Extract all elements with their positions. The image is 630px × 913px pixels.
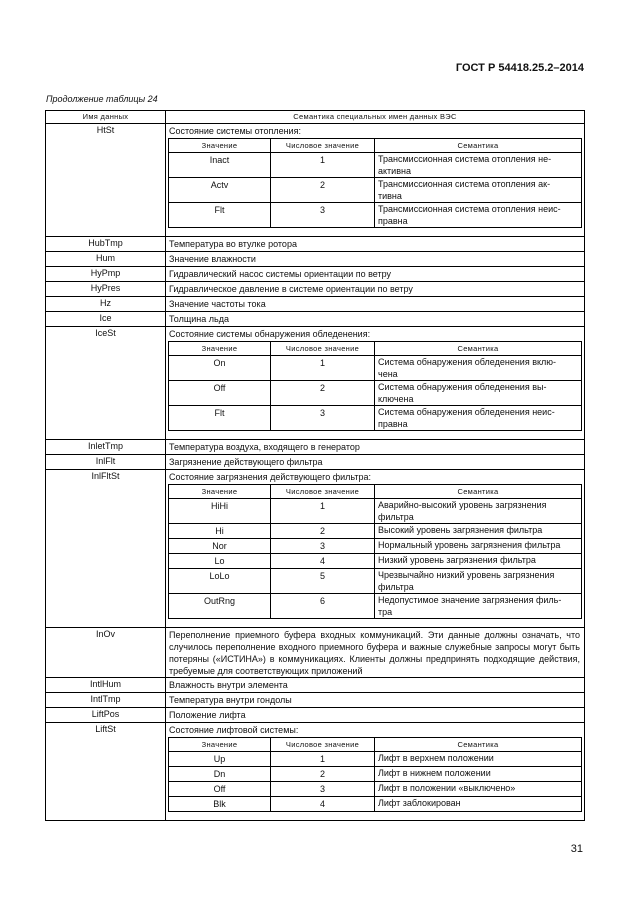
table-continuation-caption: Продолжение таблицы 24	[46, 94, 158, 104]
enum-value: On	[169, 356, 271, 381]
enum-semantic: Нормальный уровень загрязнения фильтра	[375, 539, 582, 554]
data-name-cell: IceSt	[46, 327, 166, 440]
enum-row	[169, 782, 582, 797]
enum-numeric: 3	[271, 539, 375, 554]
enum-numeric: 3	[271, 406, 375, 431]
semantic-cell	[166, 723, 585, 821]
data-name-cell: HubTmp	[46, 237, 166, 252]
table-row	[46, 312, 585, 327]
semantic-text: Влажность внутри элемента	[169, 680, 288, 690]
data-name-cell: Ice	[46, 312, 166, 327]
subheader-numeric: Числовое значение	[271, 139, 375, 153]
data-names-table	[45, 110, 585, 821]
enum-numeric: 2	[271, 524, 375, 539]
subheader-value: Значение	[169, 342, 271, 356]
enum-row	[169, 524, 582, 539]
table-row	[46, 678, 585, 693]
data-name-cell: LiftPos	[46, 708, 166, 723]
enum-value: Off	[169, 381, 271, 406]
enum-value: Actv	[169, 178, 271, 203]
table-row	[46, 470, 585, 628]
enum-value: Off	[169, 782, 271, 797]
table-row	[46, 723, 585, 821]
enum-row	[169, 203, 582, 228]
subheader-value: Значение	[169, 485, 271, 499]
table-row	[46, 693, 585, 708]
enum-semantic: Система обнаружения обледенения неис- правна	[375, 406, 582, 431]
table-row	[46, 297, 585, 312]
enum-value: Blk	[169, 797, 271, 812]
enum-value: Flt	[169, 406, 271, 431]
page-number: 31	[570, 843, 583, 855]
table-row	[46, 327, 585, 440]
enum-value: Up	[169, 752, 271, 767]
subheader-semantic: Семантика	[375, 485, 582, 499]
semantic-cell	[166, 267, 585, 282]
semantic-text: Гидравлический насос системы ориентации по ветру	[169, 269, 392, 279]
semantic-cell	[166, 252, 585, 267]
data-name-cell: LiftSt	[46, 723, 166, 821]
enum-semantic: Трансмиссионная система отопления неис- правна	[375, 203, 582, 228]
enum-subtable	[168, 484, 582, 619]
enum-numeric: 3	[271, 782, 375, 797]
enum-numeric: 2	[271, 767, 375, 782]
enum-numeric: 1	[271, 499, 375, 524]
semantic-paragraph: Переполнение приемного буфера входных коммуникаций. Эти данные должны означать, что случилось переполнение входного приемного буфера и важные служебные запросы могут быть потеряны («ИСТИНА») в коммуникациях. Клиенты должны предпринять подходящие действия, требуемые для соответствующих приложений	[169, 630, 580, 676]
data-name-cell: InlFlt	[46, 455, 166, 470]
enum-row	[169, 356, 582, 381]
semantic-text: Толщина льда	[169, 314, 229, 324]
table-row	[46, 455, 585, 470]
subheader-value: Значение	[169, 139, 271, 153]
enum-semantic: Система обнаружения обледенения вы- ключена	[375, 381, 582, 406]
enum-value: Flt	[169, 203, 271, 228]
semantic-text: Температура воздуха, входящего в генератор	[169, 442, 360, 452]
semantic-cell	[166, 455, 585, 470]
enum-row	[169, 752, 582, 767]
enum-row	[169, 797, 582, 812]
semantic-text: Температура внутри гондолы	[169, 695, 292, 705]
data-name-cell: InlFltSt	[46, 470, 166, 628]
subheader-semantic: Семантика	[375, 139, 582, 153]
table-row	[46, 237, 585, 252]
enum-subtable	[168, 341, 582, 431]
enum-numeric: 1	[271, 752, 375, 767]
enum-row	[169, 539, 582, 554]
semantic-cell	[166, 440, 585, 455]
enum-value: Dn	[169, 767, 271, 782]
table-row	[46, 124, 585, 237]
semantic-cell	[166, 678, 585, 693]
semantic-cell	[166, 297, 585, 312]
table-row	[46, 252, 585, 267]
enum-semantic: Трансмиссионная система отопления ак- тивна	[375, 178, 582, 203]
subheader-semantic: Семантика	[375, 738, 582, 752]
enum-semantic: Система обнаружения обледенения вклю- чена	[375, 356, 582, 381]
data-name-cell: HyPmp	[46, 267, 166, 282]
semantic-text: Положение лифта	[169, 710, 246, 720]
semantic-cell	[166, 470, 585, 628]
enum-semantic: Трансмиссионная система отопления не- активна	[375, 153, 582, 178]
enum-subtable	[168, 138, 582, 228]
semantic-cell	[166, 693, 585, 708]
enum-semantic: Лифт заблокирован	[375, 797, 582, 812]
enum-value: Lo	[169, 554, 271, 569]
semantic-text: Значение влажности	[169, 254, 256, 264]
table-row	[46, 708, 585, 723]
semantic-text: Значение частоты тока	[169, 299, 266, 309]
subheader-numeric: Числовое значение	[271, 485, 375, 499]
enum-value: Hi	[169, 524, 271, 539]
enum-row	[169, 178, 582, 203]
table-row	[46, 267, 585, 282]
enum-row	[169, 554, 582, 569]
enum-semantic: Недопустимое значение загрязнения филь- тра	[375, 594, 582, 619]
enum-value: HiHi	[169, 499, 271, 524]
semantic-text: Температура во втулке ротора	[169, 239, 297, 249]
semantic-text: Состояние лифтовой системы:	[169, 725, 299, 735]
enum-value: OutRng	[169, 594, 271, 619]
enum-row	[169, 153, 582, 178]
enum-semantic: Лифт в нижнем положении	[375, 767, 582, 782]
enum-semantic: Аварийно-высокий уровень загрязнения фильтра	[375, 499, 582, 524]
data-name-cell: InletTmp	[46, 440, 166, 455]
data-name-cell: InOv	[46, 628, 166, 678]
enum-value: LoLo	[169, 569, 271, 594]
subheader-numeric: Числовое значение	[271, 342, 375, 356]
enum-semantic: Низкий уровень загрязнения фильтра	[375, 554, 582, 569]
table-row	[46, 440, 585, 455]
enum-numeric: 3	[271, 203, 375, 228]
enum-semantic: Чрезвычайно низкий уровень загрязнения фильтра	[375, 569, 582, 594]
data-name-cell: HyPres	[46, 282, 166, 297]
enum-numeric: 5	[271, 569, 375, 594]
semantic-text: Состояние системы обнаружения обледенения:	[169, 329, 371, 339]
subheader-value: Значение	[169, 738, 271, 752]
enum-numeric: 2	[271, 178, 375, 203]
semantic-cell	[166, 282, 585, 297]
data-name-cell: Hz	[46, 297, 166, 312]
enum-value: Nor	[169, 539, 271, 554]
enum-row	[169, 767, 582, 782]
subheader-semantic: Семантика	[375, 342, 582, 356]
data-name-cell: Hum	[46, 252, 166, 267]
enum-numeric: 1	[271, 356, 375, 381]
enum-row	[169, 594, 582, 619]
enum-value: Inact	[169, 153, 271, 178]
enum-numeric: 1	[271, 153, 375, 178]
enum-numeric: 4	[271, 797, 375, 812]
table-row	[46, 628, 585, 678]
semantic-text: Загрязнение действующего фильтра	[169, 457, 323, 467]
semantic-cell	[166, 628, 585, 678]
document-code: ГОСТ Р 54418.25.2–2014	[455, 62, 584, 74]
enum-numeric: 6	[271, 594, 375, 619]
enum-semantic: Лифт в верхнем положении	[375, 752, 582, 767]
semantic-cell	[166, 312, 585, 327]
semantic-text: Гидравлическое давление в системе ориентации по ветру	[169, 284, 413, 294]
semantic-cell	[166, 708, 585, 723]
enum-semantic: Высокий уровень загрязнения фильтра	[375, 524, 582, 539]
enum-semantic: Лифт в положении «выключено»	[375, 782, 582, 797]
semantic-cell	[166, 237, 585, 252]
data-name-cell: IntlHum	[46, 678, 166, 693]
enum-row	[169, 569, 582, 594]
semantic-text: Состояние загрязнения действующего фильтра:	[169, 472, 372, 482]
semantic-cell	[166, 124, 585, 237]
data-name-cell: HtSt	[46, 124, 166, 237]
enum-row	[169, 406, 582, 431]
enum-numeric: 2	[271, 381, 375, 406]
enum-numeric: 4	[271, 554, 375, 569]
semantic-cell	[166, 327, 585, 440]
enum-row	[169, 499, 582, 524]
subheader-numeric: Числовое значение	[271, 738, 375, 752]
enum-subtable	[168, 737, 582, 812]
table-row	[46, 282, 585, 297]
column-header-name: Имя данных	[46, 111, 166, 124]
column-header-semantic: Семантика специальных имен данных ВЭС	[166, 111, 585, 124]
enum-row	[169, 381, 582, 406]
data-name-cell: IntlTmp	[46, 693, 166, 708]
semantic-text: Состояние системы отопления:	[169, 126, 301, 136]
